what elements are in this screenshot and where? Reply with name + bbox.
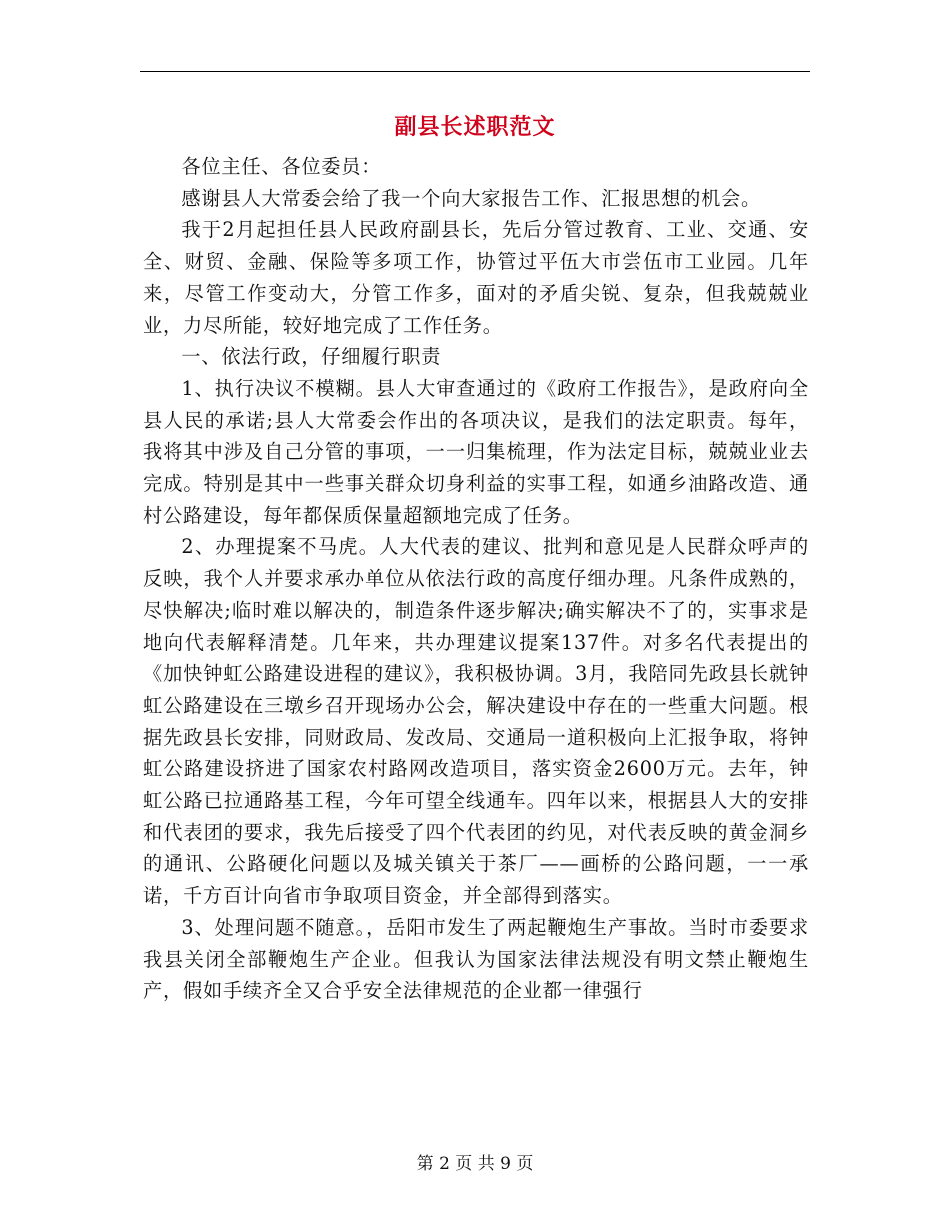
page-number: 第 2 页 共 9 页 (416, 1154, 534, 1174)
document-title: 副县长述职范文 (394, 114, 556, 140)
paragraph-item-1: 1、执行决议不模糊。县人大审查通过的《政府工作报告》，是政府向全县人民的承诺;县人大常委会作出的各项决议，是我们的法定职责。每年，我将其中涉及自己分管的事项，一一归集梳理，作为法定目标，兢兢业业去完成。特别是其中一些事关群众切身利益的实事工程，如通乡油路改造、通村公路建设，每年都保质保量超额地完成了任务。 (143, 376, 809, 527)
paragraph-thanks: 感谢县人大常委会给了我一个向大家报告工作、汇报思想的机会。 (181, 186, 762, 210)
paragraph-salutation: 各位主任、各位委员： (181, 155, 382, 178)
section-heading: 一、依法行政，仔细履行职责 (181, 345, 442, 369)
paragraph-intro: 我于2月起担任县人民政府副县长，先后分管过教育、工业、交通、安全、财贸、金融、保险等多项工作，协管过平伍大市尝伍市工业园。几年来，尽管工作变动大，分管工作多，面对的矛盾尖锐、复杂，但我兢兢业业，力尽所能，较好地完成了工作任务。 (143, 218, 809, 337)
paragraph-item-2: 2、办理提案不马虎。人大代表的建议、批判和意见是人民群众呼声的反映，我个人并要求承办单位从依法行政的高度仔细办理。凡条件成熟的，尽快解决;临时难以解决的，制造条件逐步解决;确实解决不了的，实事求是地向代表解释清楚。几年来，共办理建议提案137件。对多名代表提出的《加快钟虹公路建设进程的建议》，我积极协调。3月，我陪同先政县长就钟虹公路建设在三墩乡召开现场办公会，解决建设中存在的一些重大问题。根据先政县长安排，同财政局、发改局、交通局一道积极向上汇报争取，将钟虹公路建设挤进了国家农村路网改造项目，落实资金2600万元。去年，钟虹公路已拉通路基工程，今年可望全线通车。四年以来，根据县人大的安排和代表团的要求，我先后接受了四个代表团的约见，对代表反映的黄金洞乡的通讯、公路硬化问题以及城关镇关于茶厂——画桥的公路问题，一一承诺，千方百计向省市争取项目资金，并全部得到落实。 (143, 535, 809, 908)
header-rule (140, 71, 810, 72)
paragraph-item-3: 3、处理问题不随意。，岳阳市发生了两起鞭炮生产事故。当时市委要求我县关闭全部鞭炮生产企业。但我认为国家法律法规没有明文禁止鞭炮生产，假如手续齐全又合乎安全法律规范的企业都一律强行 (143, 915, 809, 1003)
document-body (143, 151, 809, 1007)
